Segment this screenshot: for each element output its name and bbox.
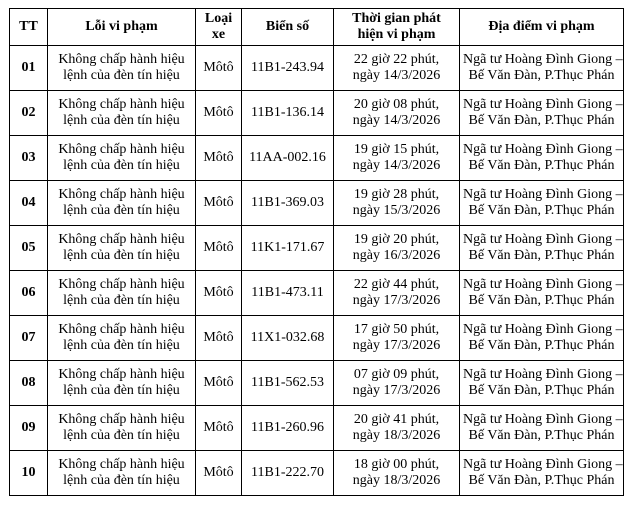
cell-plate: 11K1-171.67 bbox=[242, 226, 334, 271]
table-row bbox=[10, 271, 624, 316]
cell-plate: 11B1-473.11 bbox=[242, 271, 334, 316]
cell-violation: Không chấp hành hiệu lệnh của đèn tín hiệu bbox=[48, 91, 196, 136]
cell-location: Ngã tư Hoàng Đình Giong – Bế Văn Đàn, P.Thục Phán bbox=[460, 46, 624, 91]
cell-tt: 06 bbox=[10, 271, 48, 316]
cell-violation: Không chấp hành hiệu lệnh của đèn tín hiệu bbox=[48, 181, 196, 226]
cell-plate: 11B1-562.53 bbox=[242, 361, 334, 406]
table-row bbox=[10, 451, 624, 496]
violations-table bbox=[9, 8, 624, 496]
table-row bbox=[10, 361, 624, 406]
cell-time: 22 giờ 22 phút, ngày 14/3/2026 bbox=[334, 46, 460, 91]
cell-time: 19 giờ 28 phút, ngày 15/3/2026 bbox=[334, 181, 460, 226]
cell-tt: 07 bbox=[10, 316, 48, 361]
cell-location: Ngã tư Hoàng Đình Giong – Bế Văn Đàn, P.Thục Phán bbox=[460, 136, 624, 181]
cell-tt: 04 bbox=[10, 181, 48, 226]
cell-violation: Không chấp hành hiệu lệnh của đèn tín hiệu bbox=[48, 136, 196, 181]
cell-vehicle-type: Môtô bbox=[196, 316, 242, 361]
cell-vehicle-type: Môtô bbox=[196, 46, 242, 91]
cell-violation: Không chấp hành hiệu lệnh của đèn tín hiệu bbox=[48, 271, 196, 316]
cell-time: 17 giờ 50 phút, ngày 17/3/2026 bbox=[334, 316, 460, 361]
cell-plate: 11B1-260.96 bbox=[242, 406, 334, 451]
cell-tt: 02 bbox=[10, 91, 48, 136]
cell-location: Ngã tư Hoàng Đình Giong – Bế Văn Đàn, P.Thục Phán bbox=[460, 451, 624, 496]
cell-plate: 11B1-243.94 bbox=[242, 46, 334, 91]
cell-tt: 08 bbox=[10, 361, 48, 406]
cell-time: 19 giờ 15 phút, ngày 14/3/2026 bbox=[334, 136, 460, 181]
cell-violation: Không chấp hành hiệu lệnh của đèn tín hiệu bbox=[48, 361, 196, 406]
cell-vehicle-type: Môtô bbox=[196, 136, 242, 181]
cell-location: Ngã tư Hoàng Đình Giong – Bế Văn Đàn, P.Thục Phán bbox=[460, 406, 624, 451]
cell-location: Ngã tư Hoàng Đình Giong – Bế Văn Đàn, P.Thục Phán bbox=[460, 316, 624, 361]
cell-vehicle-type: Môtô bbox=[196, 226, 242, 271]
cell-location: Ngã tư Hoàng Đình Giong – Bế Văn Đàn, P.Thục Phán bbox=[460, 271, 624, 316]
cell-vehicle-type: Môtô bbox=[196, 181, 242, 226]
cell-time: 07 giờ 09 phút, ngày 17/3/2026 bbox=[334, 361, 460, 406]
cell-violation: Không chấp hành hiệu lệnh của đèn tín hiệu bbox=[48, 406, 196, 451]
header-violation: Lỗi vi phạm bbox=[48, 9, 196, 46]
violations-table-container bbox=[9, 8, 624, 496]
table-row bbox=[10, 226, 624, 271]
cell-time: 22 giờ 44 phút, ngày 17/3/2026 bbox=[334, 271, 460, 316]
table-row bbox=[10, 46, 624, 91]
cell-vehicle-type: Môtô bbox=[196, 361, 242, 406]
cell-tt: 10 bbox=[10, 451, 48, 496]
table-body bbox=[10, 46, 624, 496]
table-row bbox=[10, 91, 624, 136]
cell-location: Ngã tư Hoàng Đình Giong – Bế Văn Đàn, P.Thục Phán bbox=[460, 361, 624, 406]
header-time: Thời gian phát hiện vi phạm bbox=[334, 9, 460, 46]
header-vehicle-type: Loại xe bbox=[196, 9, 242, 46]
cell-plate: 11B1-369.03 bbox=[242, 181, 334, 226]
table-row bbox=[10, 181, 624, 226]
cell-vehicle-type: Môtô bbox=[196, 406, 242, 451]
cell-tt: 09 bbox=[10, 406, 48, 451]
cell-vehicle-type: Môtô bbox=[196, 271, 242, 316]
cell-time: 20 giờ 08 phút, ngày 14/3/2026 bbox=[334, 91, 460, 136]
header-plate: Biển số bbox=[242, 9, 334, 46]
cell-violation: Không chấp hành hiệu lệnh của đèn tín hiệu bbox=[48, 316, 196, 361]
cell-plate: 11X1-032.68 bbox=[242, 316, 334, 361]
cell-time: 18 giờ 00 phút, ngày 18/3/2026 bbox=[334, 451, 460, 496]
cell-vehicle-type: Môtô bbox=[196, 91, 242, 136]
cell-violation: Không chấp hành hiệu lệnh của đèn tín hiệu bbox=[48, 46, 196, 91]
cell-location: Ngã tư Hoàng Đình Giong – Bế Văn Đàn, P.Thục Phán bbox=[460, 91, 624, 136]
cell-location: Ngã tư Hoàng Đình Giong – Bế Văn Đàn, P.Thục Phán bbox=[460, 181, 624, 226]
table-row bbox=[10, 136, 624, 181]
table-row bbox=[10, 406, 624, 451]
cell-tt: 03 bbox=[10, 136, 48, 181]
table-row bbox=[10, 316, 624, 361]
cell-plate: 11B1-222.70 bbox=[242, 451, 334, 496]
cell-time: 20 giờ 41 phút, ngày 18/3/2026 bbox=[334, 406, 460, 451]
cell-violation: Không chấp hành hiệu lệnh của đèn tín hiệu bbox=[48, 226, 196, 271]
cell-tt: 01 bbox=[10, 46, 48, 91]
cell-vehicle-type: Môtô bbox=[196, 451, 242, 496]
cell-tt: 05 bbox=[10, 226, 48, 271]
header-tt: TT bbox=[10, 9, 48, 46]
cell-time: 19 giờ 20 phút, ngày 16/3/2026 bbox=[334, 226, 460, 271]
header-location: Địa điểm vi phạm bbox=[460, 9, 624, 46]
cell-plate: 11AA-002.16 bbox=[242, 136, 334, 181]
table-header-row bbox=[10, 9, 624, 46]
cell-violation: Không chấp hành hiệu lệnh của đèn tín hiệu bbox=[48, 451, 196, 496]
cell-location: Ngã tư Hoàng Đình Giong – Bế Văn Đàn, P.Thục Phán bbox=[460, 226, 624, 271]
cell-plate: 11B1-136.14 bbox=[242, 91, 334, 136]
